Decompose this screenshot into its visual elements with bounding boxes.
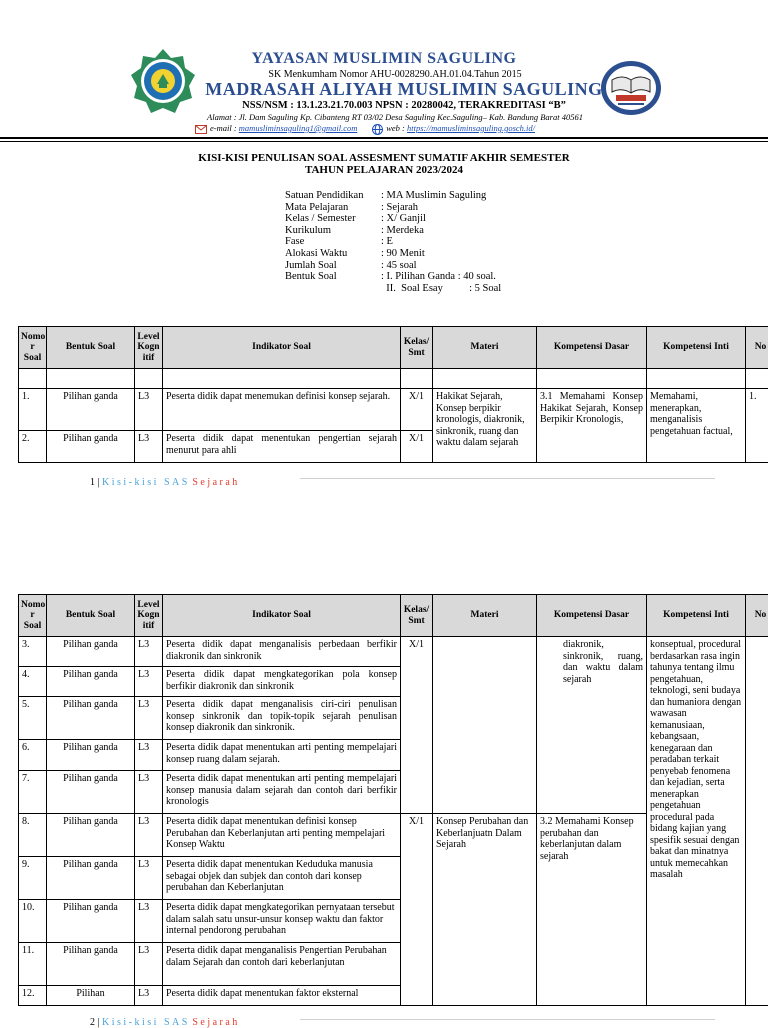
- page-footer: [90, 1017, 240, 1028]
- cell-level: L3: [135, 389, 163, 431]
- page-footer: [90, 477, 240, 488]
- header-indikator: Indikator Soal: [163, 595, 401, 637]
- info-value: : I. Pilihan Ganda : 40 soal.: [381, 271, 496, 283]
- header-kd: Kompetensi Dasar: [537, 595, 647, 637]
- cell-indikator: Peserta didik dapat menentukan arti penting mempelajari konsep ruang dalam sejarah.: [163, 740, 401, 771]
- cell-ki: Memahami, menerapkan, menganalisis pengetahuan factual,: [647, 389, 746, 463]
- header-kelas: Kelas/ Smt: [401, 595, 433, 637]
- footer-divider: [300, 1019, 715, 1020]
- cell-indikator: Peserta didik dapat menentukan faktor eksternal: [163, 986, 401, 1006]
- cell-nomor: 12.: [19, 986, 47, 1006]
- document-info: [285, 190, 501, 294]
- cell-nomor: 4.: [19, 667, 47, 697]
- header-no: No: [746, 595, 768, 637]
- footer-title: Kisi-kisi SAS: [102, 1017, 190, 1028]
- foundation-name: YAYASAN MUSLIMIN SAGULING: [0, 50, 768, 68]
- cell-no: [746, 637, 768, 1006]
- header-indikator: Indikator Soal: [163, 327, 401, 369]
- info-row: [285, 271, 501, 283]
- cell-materi: Konsep Perubahan dan Keberlanjuatn Dalam Sejarah: [433, 814, 537, 1006]
- nss-line: NSS/NSM : 13.1.23.21.70.003 NPSN : 20280042, TERAKREDITASI “B”: [0, 100, 768, 111]
- cell-nomor: 8.: [19, 814, 47, 857]
- header-level: Level Kogn itif: [135, 595, 163, 637]
- info-key: Mata Pelajaran: [285, 202, 381, 214]
- info-key: [285, 283, 381, 295]
- cell-kelas: X/1: [401, 637, 433, 814]
- document-title: KISI-KISI PENULISAN SOAL ASSESMENT SUMATIF AKHIR SEMESTER: [0, 152, 768, 164]
- header-kd: Kompetensi Dasar: [537, 327, 647, 369]
- email-icon: [195, 125, 207, 134]
- cell-kd: 3.1 Memahami Konsep Hakikat Sejarah, Konsep Berpikir Kronologis,: [537, 389, 647, 463]
- cell-bentuk: Pilihan ganda: [47, 697, 135, 740]
- info-key: Jumlah Soal: [285, 260, 381, 272]
- footer-page-number: 1 |: [90, 477, 100, 488]
- cell-level: L3: [135, 986, 163, 1006]
- cell-materi: Hakikat Sejarah, Konsep berpikir kronologis, diakronik, sinkronik, ruang dan waktu dalam sejarah: [433, 389, 537, 463]
- cell-indikator: Peserta didik dapat mengkategorikan pola konsep berfikir diakronik dan sinkronik: [163, 667, 401, 697]
- cell-level: L3: [135, 814, 163, 857]
- footer-subject: Sejarah: [192, 477, 240, 488]
- header-kelas: Kelas/ Smt: [401, 327, 433, 369]
- table-header-row: [19, 327, 768, 369]
- cell-indikator: Peserta didik dapat mengkategorikan pernyataan tersebut dalam salah satu unsur-unsur konsep waktu dan faktor internal pendorong perubahan: [163, 900, 401, 943]
- info-row: [285, 236, 501, 248]
- cell-level: L3: [135, 943, 163, 986]
- cell-nomor: 1.: [19, 389, 47, 431]
- kisi-kisi-table-page2: [18, 594, 768, 1006]
- kisi-kisi-table-page1: [18, 326, 768, 463]
- table-row: [19, 637, 768, 667]
- header-ki: Kompetensi Inti: [647, 327, 746, 369]
- cell-nomor: 9.: [19, 857, 47, 900]
- school-name: MADRASAH ALIYAH MUSLIMIN SAGULING: [0, 79, 768, 100]
- cell-bentuk: Pilihan ganda: [47, 431, 135, 463]
- contact-line: [195, 123, 535, 135]
- cell-level: L3: [135, 900, 163, 943]
- info-value: : 90 Menit: [381, 248, 425, 260]
- email-link[interactable]: mamusliminsaguling1@gmail.com: [239, 123, 358, 133]
- cell-bentuk: Pilihan: [47, 986, 135, 1006]
- school-address: Alamat : Jl. Dam Saguling Kp. Cibanteng RT 03/02 Desa Saguling Kec.Saguling– Kab. Bandung Barat 40561: [0, 112, 768, 122]
- cell-nomor: 2.: [19, 431, 47, 463]
- cell-level: L3: [135, 740, 163, 771]
- header-nomor: Nomo r Soal: [19, 595, 47, 637]
- header-no: No: [746, 327, 768, 369]
- info-row: [285, 202, 501, 214]
- cell-ki: konseptual, procedural berdasarkan rasa ingin tahunya tentang ilmu pengetahuan, teknologi, seni budaya dan humaniora dengan wawasan kemanusiaan, kebangsaan, kenegaraan dan peradaban terkait penyebab fenomena dan kejadian, serta menerapkan pengetahuan procedural pada bidang kajian yang spesifik sesuai dengan bakat dan minatnya untuk memecahkan masalah: [647, 637, 746, 1006]
- header-bentuk: Bentuk Soal: [47, 595, 135, 637]
- letterhead-divider-thin: [0, 141, 768, 142]
- globe-icon: [372, 124, 383, 135]
- footer-subject: Sejarah: [192, 1017, 240, 1028]
- cell-kd: 3.2 Memahami Konsep perubahan dan keberlanjutan dalam sejarah: [537, 814, 647, 1006]
- info-row: [285, 225, 501, 237]
- info-key: Kurikulum: [285, 225, 381, 237]
- footer-title: Kisi-kisi SAS: [102, 477, 190, 488]
- cell-indikator: Peserta didik dapat menganalisis perbedaan berfikir diakronik dan sinkronik: [163, 637, 401, 667]
- info-value: : Merdeka: [381, 225, 424, 237]
- cell-level: L3: [135, 771, 163, 814]
- cell-indikator: Peserta didik dapat menemukan definisi konsep sejarah.: [163, 389, 401, 431]
- cell-materi: [433, 637, 537, 814]
- web-link[interactable]: https://mamusliminsaguling.gosch.id/: [407, 123, 535, 133]
- web-label: web :: [386, 123, 405, 133]
- cell-level: L3: [135, 857, 163, 900]
- info-row: [285, 260, 501, 272]
- cell-no: 1.: [746, 389, 768, 463]
- info-value: : Sejarah: [381, 202, 418, 214]
- cell-bentuk: Pilihan ganda: [47, 857, 135, 900]
- cell-nomor: 3.: [19, 637, 47, 667]
- cell-nomor: 10.: [19, 900, 47, 943]
- header-ki: Kompetensi Inti: [647, 595, 746, 637]
- cell-kelas: X/1: [401, 431, 433, 463]
- info-key: Alokasi Waktu: [285, 248, 381, 260]
- cell-nomor: 5.: [19, 697, 47, 740]
- info-value: : 45 soal: [381, 260, 417, 272]
- cell-level: L3: [135, 697, 163, 740]
- info-row: [285, 213, 501, 225]
- info-value: : X/ Ganjil: [381, 213, 426, 225]
- info-value: : MA Muslimin Saguling: [381, 190, 486, 202]
- document-subtitle: TAHUN PELAJARAN 2023/2024: [0, 164, 768, 176]
- header-nomor: Nomo r Soal: [19, 327, 47, 369]
- cell-indikator: Peserta didik dapat menganalisis ciri-ciri penulisan konsep sinkronik dan topik-topik sejarah penulisan konsep diakronik dan sinkronik.: [163, 697, 401, 740]
- info-key: Kelas / Semester: [285, 213, 381, 225]
- info-key: Fase: [285, 236, 381, 248]
- info-row: [285, 283, 501, 295]
- info-key: Satuan Pendidikan: [285, 190, 381, 202]
- email-label: e-mail :: [210, 123, 237, 133]
- cell-indikator: Peserta didik dapat menentukan arti penting mempelajari konsep manusia dalam sejarah dan contoh dari berfikir kronologis: [163, 771, 401, 814]
- cell-bentuk: Pilihan ganda: [47, 637, 135, 667]
- cell-nomor: 6.: [19, 740, 47, 771]
- cell-bentuk: Pilihan ganda: [47, 814, 135, 857]
- cell-level: L3: [135, 637, 163, 667]
- footer-divider: [300, 478, 715, 479]
- cell-bentuk: Pilihan ganda: [47, 943, 135, 986]
- header-materi: Materi: [433, 595, 537, 637]
- cell-indikator: Peserta didik dapat menentukan pengertian sejarah menurut para ahli: [163, 431, 401, 463]
- cell-bentuk: Pilihan ganda: [47, 771, 135, 814]
- cell-indikator: Peserta didik dapat menentukan definisi konsep Perubahan dan Keberlanjutan arti penting mempelajari Konsep Waktu: [163, 814, 401, 857]
- letterhead-divider-thick: [0, 137, 768, 139]
- sk-number: SK Menkumham Nomor AHU-0028290.AH.01.04.Tahun 2015: [0, 69, 768, 80]
- cell-bentuk: Pilihan ganda: [47, 740, 135, 771]
- cell-level: L3: [135, 667, 163, 697]
- cell-indikator: Peserta didik dapat menganalisis Pengertian Perubahan dalam Sejarah dan contoh dari keberlanjutan: [163, 943, 401, 986]
- info-value: II. Soal Esay : 5 Soal: [381, 283, 501, 295]
- table-row: [19, 389, 768, 431]
- info-value: : E: [381, 236, 393, 248]
- cell-nomor: 7.: [19, 771, 47, 814]
- table-spacer-row: [19, 369, 768, 389]
- header-bentuk: Bentuk Soal: [47, 327, 135, 369]
- footer-page-number: 2 |: [90, 1017, 100, 1028]
- cell-kelas: X/1: [401, 389, 433, 431]
- cell-nomor: 11.: [19, 943, 47, 986]
- cell-kelas: X/1: [401, 814, 433, 1006]
- cell-bentuk: Pilihan ganda: [47, 389, 135, 431]
- header-level: Level Kogn itif: [135, 327, 163, 369]
- table-header-row: [19, 595, 768, 637]
- cell-indikator: Peserta didik dapat menentukan Keduduka manusia sebagai objek dan subjek dan contoh dari konsep perubahan dan Keberlanjutan: [163, 857, 401, 900]
- header-materi: Materi: [433, 327, 537, 369]
- info-key: Bentuk Soal: [285, 271, 381, 283]
- cell-bentuk: Pilihan ganda: [47, 667, 135, 697]
- cell-kd: diakronik, sinkronik, ruang, dan waktu dalam sejarah: [537, 637, 647, 814]
- cell-bentuk: Pilihan ganda: [47, 900, 135, 943]
- cell-level: L3: [135, 431, 163, 463]
- info-row: [285, 190, 501, 202]
- info-row: [285, 248, 501, 260]
